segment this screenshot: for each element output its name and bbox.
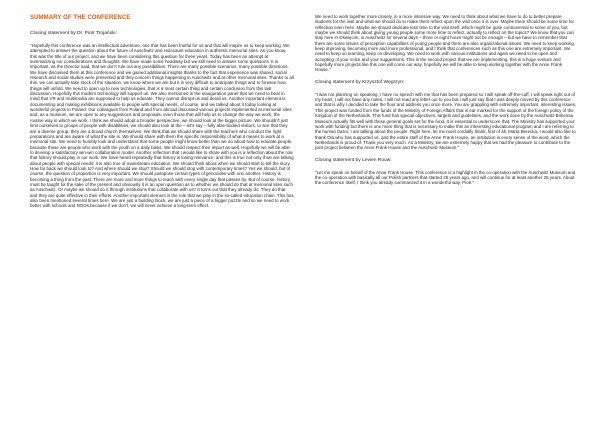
section-heading: SUMMARY OF THE CONFERENCE [30, 15, 131, 21]
statement-title-rouw: Closing statement by Levien Rouw: [315, 157, 392, 163]
statement-title-wegrzyn: Closing statement by Krzysztof Węgrzyn: [315, 79, 405, 85]
statement-paragraph-trojanski-continued: We need to work together more closely, in a more intensive way. We need to think about what we have to do to better prepare students for the visit and what we should do to make them reflect upon the visit once it is over. Maybe there should be some time for reflection even here. Maybe we should dedicate less time to the visit itself, which might be quite controversial to some of you, but maybe we should think about giving young people some more time to reflect, actually to reflect on the topics? We know that you can stay here in Oświęcim, in Auschwitz for several days – three or eight hours might not be enough – but we have to remember that there are some issues of perception capabilities of young people and there are also organizational issues. We need to keep working, keep improving, becoming more and more professional, and I think that conferences such as this one are extremely important. We need to keep on learning, keep on developing. We need to work with various institutions and again we need to be open and accepting of your voice and your suggestions. This is the second project that we are implementing, this is a huge venture and hopefully more projects like this one will come our way, hopefully we will be able to keep working together with the Anne Frank House." [315, 14, 575, 73]
statement-title-trojanski: Closing statement by Dr. Piotr Trojański: [30, 31, 117, 36]
right-column [315, 14, 577, 193]
statement-paragraph-trojanski: "Hopefully this conference was an intellectual adventure, one that has been fruitful for us and that will inspire us to keep working. We attempted to answer the question about the future of Auschwitz and Holocaust education in authentic memorial sites. As you know, this was the title of our project, and we have been considering this question for three years. Today has been an attempt at summarizing our considerations and thoughts. We have made some headway but we still need to answer some questions. It is important, as the Director said, that we don't rule out any possibilities. There are many possible scenarios, many possible directions. We have discussed them at this conference and we gained additional insights thanks to the fact that experience was shared, social research and social studies were presented and they concern things happening in Auschwitz and at other memorial sites. Thanks to all this, we can actually take stock of the situation; we know where we are but it is very difficult to anticipate things and to foresee how things will unfold. We need to open up to new technologies, that is a most certain thing and certain conclusion from this last discussion. Hopefully this modern technology will support us. We also mentioned in the inauguration panel that we need to bear in mind that VR and multimedia are supposed to help us educate. They cannot disrupt us and derail us. Another important element is documenting and making exhibitions available to people with special needs, of course, and we talked about it today looking at wonderful projects in Poland. Our colleagues from Poland and from abroad discussed various projects implemented at memorial sites and, as a museum, we are open to any suggestions and proposals, even those that will help us to change the way we work, the routine way in which we work. I think we should adopt a broader perspective, we should look at the bigger picture. We shouldn't just limit ourselves to groups of people with disabilities, we should also look at the – let's say – fully able-bodied visitors, to see that they are a diverse group, they are a broad church themselves. We think that we should share with the teachers who conduct the right preparations and are aware of what the site is. We should share with them the specific responsibility of what it means to work at a memorial site. We need to humbly look and understand that some people might know better than we do about how to educate people, because these are people who work with the youth on a daily basis. We should respect their import as well. Hopefully we will be able to develop a satisfactory win-win collaboration model. Another reflection that I would like to share with you is a reflection about the role that history should play in our work. We have heard repeatedly that history is losing relevance, and this is true not only if we are talking about people with special needs; it is also true of mainstream education. We should think about when we should start to tell the story. How far back we should look to? And where should we stop? Should we should stop with contemporary times? Yes we should, but of course, the question of proportion is very important. We should juxtapose certain types of genocides with one another. History is becoming a thing from the past. There are more and more things to teach with every single day that passes by. But of course, history must be taught for the sake of the present and obviously it is an open question as to whether we should do that at memorial sites such as Auschwitz. Or maybe we should do it through institutions that collaborate with us? It turns out that they already do. They do that and they are quite effective in their efforts. Another important element is the role that we play in the so-called education chain. This has also been mentioned several times here. We are just a building block, we are just a piece of a bigger puzzle and so we need to work better with schools and NGOs because if we don't, we will never achieve a long-term effect. [30, 43, 294, 209]
statement-paragraph-rouw: "Let me speak on behalf of the Anne Frank House. This conference is a highlight in the co-operation with the Auschwitz Museum and the co-operation with basically all our Polish partners that started 25 years ago, and will continue for at least another 25 years. About the conference itself, I think you already summarized it in a wonderful way, Piotr." [315, 169, 576, 186]
left-column [30, 14, 294, 216]
statement-paragraph-wegrzyn: "I was not planning on speaking, I have no speech with me that has been prepared so I will speak off-the-cuff, I will speak right out of my heart, I will not have any notes, I will not read any letter out to you but I will just say that I was deeply moved by this conference and that is why I decided to take the floor and address you once more. You are grappling with extremely important, interesting issues. This project was funded from the funds of the Ministry of Foreign Affairs that is ear marked for the support of the foreign policy of the Kingdom of the Netherlands. This fund has special objectives, targets and guidelines, and the work done by the Auschwitz-Birkenau Museum actually fits well with these general goals set for the fund. It is essential to underscore that. The Ministry has supported your work with funding but there is one more thing that is necessary to make this an interesting educational program and I am referring to the human factor, I am talking about the people. Right here, let me most cordially thank, first of all, Marta Berecka, I would also like to thank Ola who has supported us, and the entire staff of the Anne Frank House, an institution in every sense of the word, which the Netherlands is proud of. Thank you very much. As a Ministry, we are extremely happy that we had the pleasure to contribute to the joint project between the Anne Frank House and the Auschwitz Museum." [315, 91, 577, 151]
